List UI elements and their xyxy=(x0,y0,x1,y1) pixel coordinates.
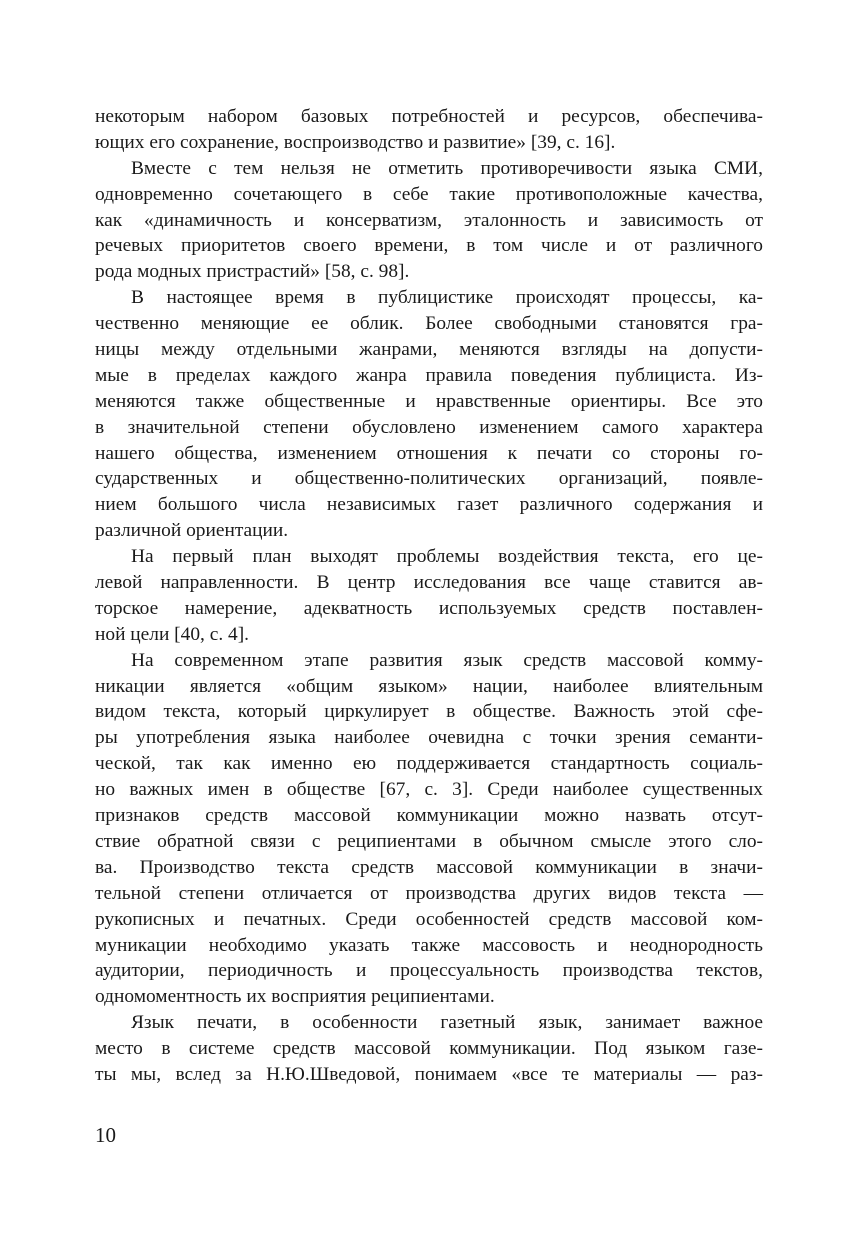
text-line: ва. Производство текста средств массовой коммуникации в значи- xyxy=(95,856,763,878)
text-line: На первый план выходят проблемы воздействия текста, его це- xyxy=(131,546,763,568)
text-line: ницы между отдельными жанрами, меняются взгляды на допусти- xyxy=(95,339,763,361)
text-line: ющих его сохранение, воспроизводство и развитие» [39, с. 16]. xyxy=(95,131,616,153)
text-line: ры употребления языка наиболее очевидна с точки зрения семанти- xyxy=(95,727,763,749)
body-text xyxy=(95,104,763,1088)
text-line: левой направленности. В центр исследования все чаще ставится ав- xyxy=(95,572,763,594)
text-line: одномоментность их восприятия реципиентами. xyxy=(95,986,495,1008)
text-line: ческой, так как именно ею поддерживается стандартность социаль- xyxy=(95,753,763,775)
text-line: видом текста, который циркулирует в обществе. Важность этой сфе- xyxy=(95,701,763,723)
text-line: одновременно сочетающего в себе такие противоположные качества, xyxy=(95,183,763,205)
page-number: 10 xyxy=(95,1123,116,1147)
text-line: никации является «общим языком» нации, наиболее влиятельным xyxy=(95,675,763,697)
text-line: ной цели [40, с. 4]. xyxy=(95,623,250,645)
text-line: нием большого числа независимых газет различного содержания и xyxy=(95,494,763,516)
text-line: нашего общества, изменением отношения к печати со стороны го- xyxy=(95,442,763,464)
text-line: рода модных пристрастий» [58, с. 98]. xyxy=(95,261,410,283)
text-line: чественно меняющие ее облик. Более свободными становятся гра- xyxy=(95,313,763,335)
text-line: Вместе с тем нельзя не отметить противоречивости языка СМИ, xyxy=(131,157,763,179)
text-line: На современном этапе развития язык средств массовой комму- xyxy=(131,649,763,671)
text-line: торское намерение, адекватность используемых средств поставлен- xyxy=(95,597,763,619)
text-line: мые в пределах каждого жанра правила поведения публициста. Из- xyxy=(95,364,763,386)
text-line: сударственных и общественно-политических организаций, появле- xyxy=(95,468,763,490)
text-line: тельной степени отличается от производства других видов текста — xyxy=(95,882,763,904)
text-line: некоторым набором базовых потребностей и ресурсов, обеспечива- xyxy=(95,106,763,127)
text-line: в значительной степени обусловлено изменением самого характера xyxy=(95,416,763,438)
text-line: признаков средств массовой коммуникации можно назвать отсут- xyxy=(95,805,763,827)
text-line: но важных имен в обществе [67, с. 3]. Среди наиболее существенных xyxy=(95,779,763,801)
text-line: речевых приоритетов своего времени, в том числе и от различного xyxy=(95,235,763,257)
text-line: как «динамичность и консерватизм, эталонность и зависимость от xyxy=(95,209,763,231)
text-line: муникации необходимо указать также массовость и неоднородность xyxy=(95,934,763,956)
text-line: ствие обратной связи с реципиентами в обычном смысле этого сло- xyxy=(95,830,763,852)
text-line: место в системе средств массовой коммуникации. Под языком газе- xyxy=(95,1038,763,1060)
text-line: Язык печати, в особенности газетный язык, занимает важное xyxy=(131,1012,763,1034)
text-line: аудитории, периодичность и процессуальность производства текстов, xyxy=(95,960,763,982)
text-line: рукописных и печатных. Среди особенностей средств массовой ком- xyxy=(95,908,763,930)
text-line: В настоящее время в публицистике происходят процессы, ка- xyxy=(131,287,763,309)
text-line: меняются также общественные и нравственные ориентиры. Все это xyxy=(95,390,763,412)
text-line: различной ориентации. xyxy=(95,520,289,542)
text-line: ты мы, вслед за Н.Ю.Шведовой, понимаем «все те материалы — раз- xyxy=(95,1063,763,1085)
